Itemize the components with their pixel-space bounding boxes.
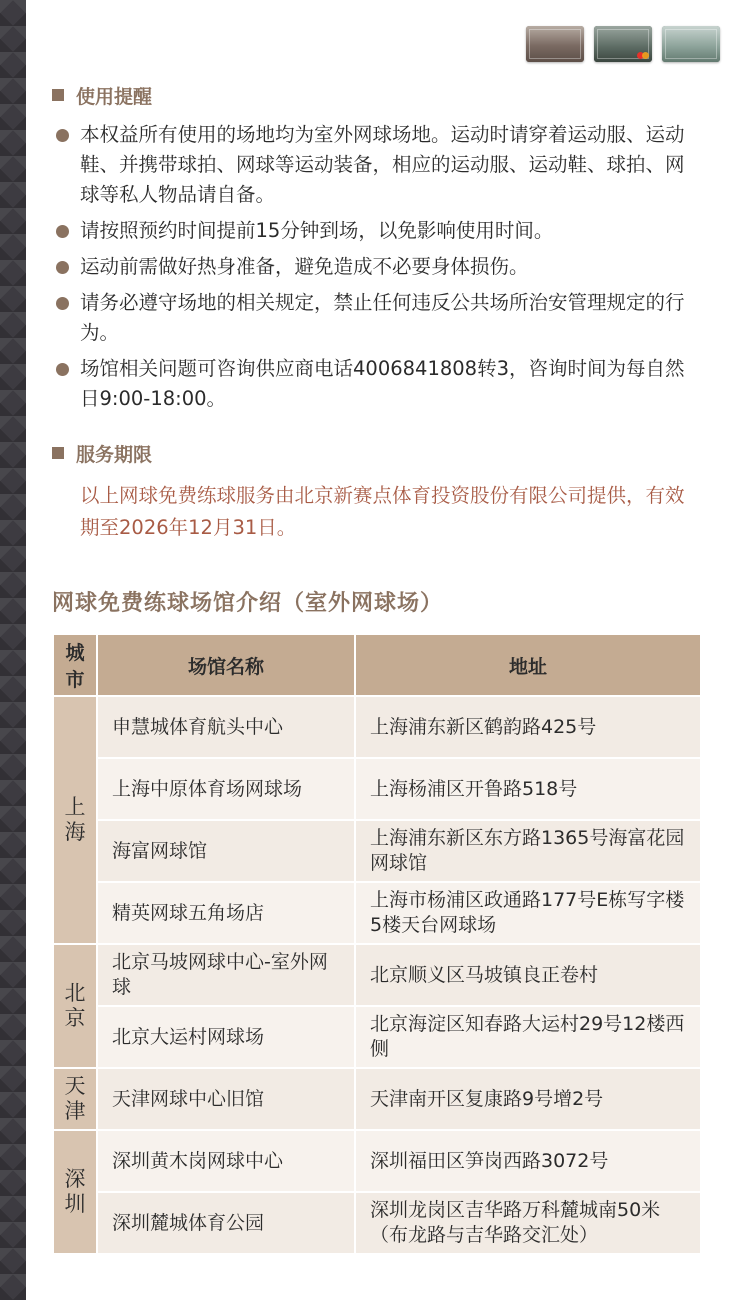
venue-name-cell: 精英网球五角场店 bbox=[97, 882, 355, 944]
table-row bbox=[53, 1068, 701, 1130]
header-name: 场馆名称 bbox=[97, 634, 355, 696]
table-row bbox=[53, 696, 701, 758]
venue-address-cell: 上海杨浦区开鲁路518号 bbox=[355, 758, 701, 820]
venue-name-cell: 申慧城体育航头中心 bbox=[97, 696, 355, 758]
usage-bullet-item bbox=[52, 288, 702, 348]
venue-address-cell: 上海浦东新区鹤韵路425号 bbox=[355, 696, 701, 758]
venue-address-cell: 北京顺义区马坡镇良正卷村 bbox=[355, 944, 701, 1006]
venue-address-cell: 上海浦东新区东方路1365号海富花园网球馆 bbox=[355, 820, 701, 882]
usage-heading-text: 使用提醒 bbox=[76, 85, 153, 108]
bullet-dot-icon bbox=[56, 129, 69, 142]
bullet-dot-icon bbox=[56, 225, 69, 238]
venue-name-cell: 深圳麓城体育公园 bbox=[97, 1192, 355, 1254]
card-thumbnail-1 bbox=[526, 26, 584, 62]
service-period-text: 以上网球免费练球服务由北京新赛点体育投资股份有限公司提供，有效期至2026年12月31日。 bbox=[80, 484, 685, 539]
venue-name-cell: 北京马坡网球中心-室外网球 bbox=[97, 944, 355, 1006]
table-header-row bbox=[53, 634, 701, 696]
venue-address-cell: 北京海淀区知春路大运村29号12楼西侧 bbox=[355, 1006, 701, 1068]
section-square-icon bbox=[52, 89, 64, 101]
bullet-dot-icon bbox=[56, 363, 69, 376]
venue-name-cell: 深圳黄木岗网球中心 bbox=[97, 1130, 355, 1192]
city-cell: 上 海 bbox=[53, 696, 97, 944]
table-row bbox=[53, 1192, 701, 1254]
city-cell: 天 津 bbox=[53, 1068, 97, 1130]
usage-bullet-item bbox=[52, 252, 702, 282]
card-thumbnail-3 bbox=[662, 26, 720, 62]
usage-heading bbox=[52, 80, 702, 110]
table-row bbox=[53, 944, 701, 1006]
usage-bullet-text: 请按照预约时间提前15分钟到场，以免影响使用时间。 bbox=[80, 219, 554, 242]
main-content bbox=[52, 78, 702, 1255]
venues-title: 网球免费练球场馆介绍（室外网球场） bbox=[52, 591, 444, 616]
venue-name-cell: 上海中原体育场网球场 bbox=[97, 758, 355, 820]
mastercard-icon bbox=[637, 52, 649, 59]
card-thumbnails bbox=[526, 26, 720, 62]
bullet-dot-icon bbox=[56, 297, 69, 310]
table-row bbox=[53, 1130, 701, 1192]
usage-bullet-item bbox=[52, 354, 702, 414]
section-square-icon bbox=[52, 447, 64, 459]
venue-name-cell: 海富网球馆 bbox=[97, 820, 355, 882]
venues-table bbox=[52, 633, 702, 1255]
venue-address-cell: 深圳龙岗区吉华路万科麓城南50米（布龙路与吉华路交汇处） bbox=[355, 1192, 701, 1254]
table-row bbox=[53, 758, 701, 820]
table-row bbox=[53, 882, 701, 944]
usage-bullet-item bbox=[52, 216, 702, 246]
venue-address-cell: 深圳福田区笋岗西路3072号 bbox=[355, 1130, 701, 1192]
usage-bullet-text: 请务必遵守场地的相关规定，禁止任何违反公共场所治安管理规定的行为。 bbox=[80, 291, 685, 344]
city-cell: 深 圳 bbox=[53, 1130, 97, 1254]
city-cell: 北 京 bbox=[53, 944, 97, 1068]
header-address: 地址 bbox=[355, 634, 701, 696]
usage-bullet-text: 本权益所有使用的场地均为室外网球场地。运动时请穿着运动服、运动鞋、并携带球拍、网球等运动装备，相应的运动服、运动鞋、球拍、网球等私人物品请自备。 bbox=[80, 123, 685, 206]
header-city: 城 市 bbox=[53, 634, 97, 696]
decorative-left-strip bbox=[0, 0, 26, 1300]
venue-name-cell: 天津网球中心旧馆 bbox=[97, 1068, 355, 1130]
service-heading-text: 服务期限 bbox=[76, 443, 153, 466]
table-row bbox=[53, 820, 701, 882]
usage-bullet-item bbox=[52, 120, 702, 210]
bullet-dot-icon bbox=[56, 261, 69, 274]
venue-name-cell: 北京大运村网球场 bbox=[97, 1006, 355, 1068]
usage-bullet-text: 运动前需做好热身准备，避免造成不必要身体损伤。 bbox=[80, 255, 529, 278]
venue-address-cell: 天津南开区复康路9号增2号 bbox=[355, 1068, 701, 1130]
usage-bullet-list bbox=[52, 120, 702, 414]
service-heading bbox=[52, 438, 702, 468]
venue-address-cell: 上海市杨浦区政通路177号E栋写字楼5楼天台网球场 bbox=[355, 882, 701, 944]
usage-bullet-text: 场馆相关问题可咨询供应商电话4006841808转3，咨询时间为每自然日9:00-18:00。 bbox=[80, 357, 685, 410]
table-row bbox=[53, 1006, 701, 1068]
card-thumbnail-2 bbox=[594, 26, 652, 62]
